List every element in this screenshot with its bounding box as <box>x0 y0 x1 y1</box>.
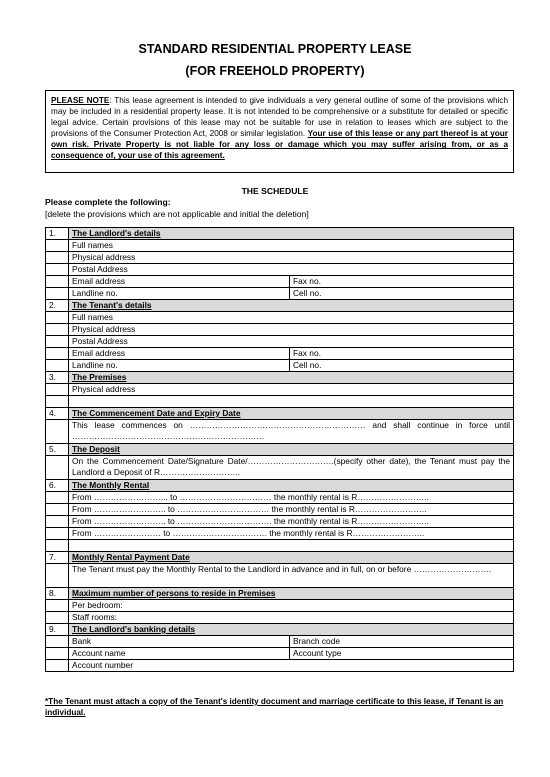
section-title: The Landlord's banking details <box>69 624 514 636</box>
tenant-landline-field[interactable]: Landline no. <box>69 360 290 372</box>
tenant-physical-address-field[interactable]: Physical address <box>69 324 514 336</box>
section-number: 6. <box>46 480 69 492</box>
section-title: The Monthly Rental <box>69 480 514 492</box>
note-label: PLEASE NOTE <box>51 96 110 105</box>
tenant-fax-field[interactable]: Fax no. <box>290 348 514 360</box>
section-title: The Premises <box>69 372 514 384</box>
section-number: 2. <box>46 300 69 312</box>
footnote: *The Tenant must attach a copy of the Tenant's identity document and marriage certificate to this lease, if Tenant is an individual. <box>45 697 504 717</box>
rental-period-field[interactable]: From …………………….. to ……………………………. the monthly rental is R…………………….. <box>69 516 514 528</box>
landlord-landline-field[interactable]: Landline no. <box>69 288 290 300</box>
section-premises-header <box>46 372 514 384</box>
account-number-field[interactable]: Account number <box>69 660 514 672</box>
section-number: 3. <box>46 372 69 384</box>
delete-instruction: [delete the provisions which are not applicable and initial the deletion] <box>45 209 309 219</box>
section-title: The Commencement Date and Expiry Date <box>69 408 514 420</box>
section-number: 9. <box>46 624 69 636</box>
section-payment-date-header <box>46 552 514 564</box>
tenant-postal-address-field[interactable]: Postal Address <box>69 336 514 348</box>
section-landlord-header <box>46 228 514 240</box>
document-subtitle: (FOR FREEHOLD PROPERTY) <box>185 64 365 78</box>
section-title: The Deposit <box>69 444 514 456</box>
section-title: Maximum number of persons to reside in Premises <box>69 588 514 600</box>
rental-period-field[interactable]: From …………………… to ……………………………. the monthly rental is R…………………….. <box>69 528 514 540</box>
section-title: The Tenant's details <box>69 300 514 312</box>
section-deposit-header <box>46 444 514 456</box>
landlord-fax-field[interactable]: Fax no. <box>290 276 514 288</box>
note-warning: Your use of this lease or any part thereof is at your own risk. Private Property is not liable for any loss or damage which you may suffer arising from, or as a consequence of, your use of this agreement. <box>51 129 508 161</box>
section-title: Monthly Rental Payment Date <box>69 552 514 564</box>
landlord-cell-field[interactable]: Cell no. <box>290 288 514 300</box>
tenant-full-names-field[interactable]: Full names <box>69 312 514 324</box>
account-name-field[interactable]: Account name <box>69 648 290 660</box>
document-title: STANDARD RESIDENTIAL PROPERTY LEASE <box>138 42 412 56</box>
disclaimer-box <box>45 90 514 173</box>
account-type-field[interactable]: Account type <box>290 648 514 660</box>
section-rental-header <box>46 480 514 492</box>
landlord-email-field[interactable]: Email address <box>69 276 290 288</box>
landlord-full-names-field[interactable]: Full names <box>69 240 514 252</box>
premises-physical-address-field[interactable]: Physical address <box>69 384 514 396</box>
section-number: 4. <box>46 408 69 420</box>
tenant-cell-field[interactable]: Cell no. <box>290 360 514 372</box>
landlord-postal-address-field[interactable]: Postal Address <box>69 264 514 276</box>
tenant-email-field[interactable]: Email address <box>69 348 290 360</box>
rental-period-field[interactable]: From ……………………... to …………………………… the monthly rental is R…………………….. <box>69 492 514 504</box>
rental-blank-row <box>69 540 514 552</box>
section-number: 7. <box>46 552 69 564</box>
branch-code-field[interactable]: Branch code <box>290 636 514 648</box>
section-dates-header <box>46 408 514 420</box>
payment-date-field[interactable]: The Tenant must pay the Monthly Rental to the Landlord in advance and in full, on or before ………………………. <box>69 564 514 588</box>
per-bedroom-field[interactable]: Per bedroom: <box>69 600 514 612</box>
note-text: : This lease agreement is intended to give individuals a very general outline of some of the provisions which may be included in a residential property lease. It is not intended to be comprehensive or a substitute for detailed or specific legal advice. Certain provisions of this lease may not be suitable for use in relation to leases which are subject to the provisions of the Consumer Protection Act, 2008 or similar legislation. <box>51 96 508 139</box>
landlord-physical-address-field[interactable]: Physical address <box>69 252 514 264</box>
premises-blank-row[interactable] <box>69 396 514 408</box>
section-number: 5. <box>46 444 69 456</box>
commencement-expiry-field[interactable]: This lease commences on ……………………………………………………… and shall continue in force until …………………………………………………………… <box>69 420 514 444</box>
section-number: 1. <box>46 228 69 240</box>
section-tenant-header <box>46 300 514 312</box>
section-persons-header <box>46 588 514 600</box>
section-number: 8. <box>46 588 69 600</box>
schedule-table <box>45 227 514 672</box>
section-banking-header <box>46 624 514 636</box>
rental-period-field[interactable]: From …………………….. to …………………………… the monthly rental is R…………………….. <box>69 504 514 516</box>
deposit-field[interactable]: On the Commencement Date/Signature Date/………………………….(specify other date), the Tenant must pay the Landlord a Deposit of R……………………….. <box>69 456 514 480</box>
schedule-heading: THE SCHEDULE <box>241 186 309 196</box>
please-complete: Please complete the following: <box>45 197 171 207</box>
staff-rooms-field[interactable]: Staff rooms: <box>69 612 514 624</box>
section-title: The Landlord's details <box>69 228 514 240</box>
bank-field[interactable]: Bank <box>69 636 290 648</box>
